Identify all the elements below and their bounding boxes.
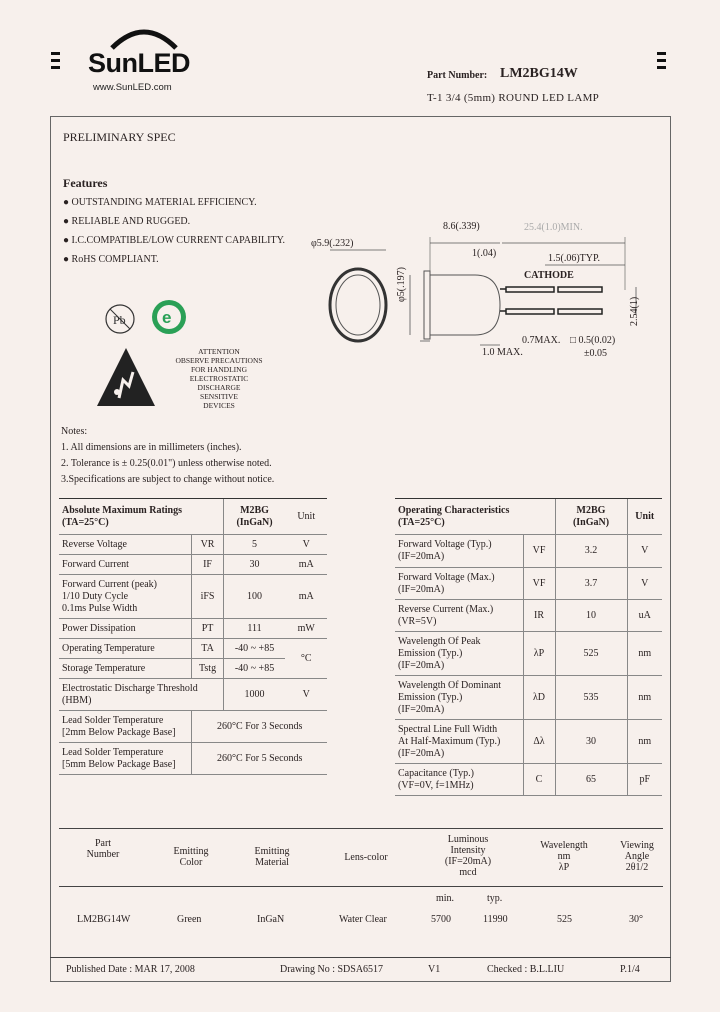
table-row: Forward Current IF 30 mA xyxy=(59,555,327,575)
table-row: Forward Voltage (Typ.) (IF=20mA) VF 3.2 V xyxy=(395,535,662,568)
table-row: Operating Temperature TA -40 ~ +85 °C xyxy=(59,639,327,659)
attention-text: ATTENTION OBSERVE PRECAUTIONS FOR HANDLING ELECTROSTATIC DISCHARGE SENSITIVE DEVICES xyxy=(175,347,263,410)
abs-max-unit-col: Unit xyxy=(285,499,327,535)
col-wavelength: Wavelength nm λP xyxy=(540,840,588,873)
part-number-label: Part Number: xyxy=(427,70,488,81)
dim-lead-length: 25.4(1.0)MIN. xyxy=(524,222,583,233)
table-row: Capacitance (Typ.) (VF=0V, f=1MHz) C 65 pF xyxy=(395,764,662,796)
dim-square: □ 0.5(0.02) xyxy=(570,335,616,346)
svg-text:Pb: Pb xyxy=(113,313,126,327)
feature-item: ● RELIABLE AND RUGGED. xyxy=(63,216,191,227)
note-item: 2. Tolerance is ± 0.25(0.01") unless otherwise noted. xyxy=(61,458,272,469)
absolute-max-table xyxy=(59,498,327,775)
cathode-label: CATHODE xyxy=(524,270,574,281)
header-left-bars xyxy=(51,52,60,73)
features-list xyxy=(63,197,285,266)
page-number: P.1/4 xyxy=(620,964,640,975)
dim-diameter: φ5.9(.232) xyxy=(311,238,354,249)
lead-free-icon xyxy=(104,303,136,335)
product-subtitle: T-1 3/4 (5mm) ROUND LED LAMP xyxy=(427,92,600,104)
selection-top-rule xyxy=(59,828,663,829)
col-color: Emitting Color xyxy=(173,846,209,868)
table-row: Storage Temperature Tstg -40 ~ +85 xyxy=(59,659,327,679)
selection-header xyxy=(59,834,663,884)
table-row: Lead Solder Temperature [2mm Below Package Base] 260°C For 3 Seconds xyxy=(59,711,327,743)
table-row: Wavelength Of Peak Emission (Typ.) (IF=20mA) λP 525 nm xyxy=(395,632,662,676)
features-heading: Features xyxy=(63,176,108,190)
published-date: Published Date : MAR 17, 2008 xyxy=(66,964,195,975)
drawing-number: Drawing No : SDSA6517 xyxy=(280,964,384,975)
feature-item: ● OUTSTANDING MATERIAL EFFICIENCY. xyxy=(63,197,257,208)
rohs-e-icon xyxy=(150,298,188,336)
col-intensity: Luminous Intensity (IF=20mA) mcd xyxy=(444,834,492,878)
dim-tolerance: ±0.05 xyxy=(584,348,607,359)
table-row: Power Dissipation PT 111 mW xyxy=(59,619,327,639)
table-row: Forward Voltage (Max.) (IF=20mA) VF 3.7 V xyxy=(395,568,662,600)
abs-max-title: Absolute Maximum Ratings (TA=25°C) xyxy=(59,499,192,535)
table-row: Reverse Voltage VR 5 V xyxy=(59,535,327,555)
svg-text:e: e xyxy=(162,308,172,327)
col-angle: Viewing Angle 2θ1/2 xyxy=(620,840,654,873)
table-row: LM2BG14W Green InGaN Water Clear 5700 11990 525 30° xyxy=(77,914,643,925)
note-item: 3.Specifications are subject to change without notice. xyxy=(61,474,275,485)
col-part: Part Number xyxy=(86,838,120,860)
spec-title: PRELIMINARY SPEC xyxy=(63,130,176,144)
table-row: Electrostatic Discharge Threshold (HBM) 1000 V xyxy=(59,679,327,711)
dim-flange: 1(.04) xyxy=(472,248,497,259)
footer-rule xyxy=(50,957,671,958)
table-row: Wavelength Of Dominant Emission (Typ.) (IF=20mA) λD 535 nm xyxy=(395,676,662,720)
col-lens: Lens-color xyxy=(344,852,388,863)
abs-max-part-col: M2BG (InGaN) xyxy=(223,499,285,535)
op-char-title: Operating Characteristics (TA=25°C) xyxy=(395,499,523,535)
table-row: Lead Solder Temperature [5mm Below Package Base] 260°C For 5 Seconds xyxy=(59,743,327,775)
min-label: min. xyxy=(436,893,455,904)
part-number: LM2BG14W xyxy=(500,66,578,81)
version: V1 xyxy=(428,964,441,975)
dim-07max: 0.7MAX. xyxy=(522,335,561,346)
col-material: Emitting Material xyxy=(254,846,290,868)
op-char-part-col: M2BG (InGaN) xyxy=(555,499,627,535)
header-right-bars xyxy=(657,52,666,73)
table-row: Reverse Current (Max.) (VR=5V) IR 10 uA xyxy=(395,600,662,632)
table-row: Spectral Line Full Width At Half-Maximum (Typ.) (IF=20mA) Δλ 30 nm xyxy=(395,720,662,764)
feature-item: ● RoHS COMPLIANT. xyxy=(63,254,159,265)
table-row: Forward Current (peak) 1/10 Duty Cycle 0.1ms Pulse Width iFS 100 mA xyxy=(59,575,327,619)
logo-arc-icon xyxy=(108,22,180,50)
checked-by: Checked : B.L.LIU xyxy=(487,964,565,975)
operating-char-table xyxy=(395,498,662,796)
esd-warning-icon xyxy=(95,346,157,412)
selection-mid-rule xyxy=(59,886,663,887)
dim-typ: 1.5(.06)TYP. xyxy=(548,253,600,264)
dim-10max: 1.0 MAX. xyxy=(482,347,523,358)
dim-height: φ5(.197) xyxy=(396,267,407,302)
notes-heading: Notes: xyxy=(61,426,88,437)
note-item: 1. All dimensions are in millimeters (inches). xyxy=(61,442,242,453)
logo: SunLED xyxy=(88,48,190,78)
typ-label: typ. xyxy=(487,893,503,904)
op-char-unit-col: Unit xyxy=(627,499,662,535)
dim-pitch: 2.54(1) xyxy=(629,296,640,326)
dim-body-length: 8.6(.339) xyxy=(443,221,480,232)
website-url: www.SunLED.com xyxy=(93,82,172,93)
feature-item: ● I.C.COMPATIBLE/LOW CURRENT CAPABILITY. xyxy=(63,235,286,246)
